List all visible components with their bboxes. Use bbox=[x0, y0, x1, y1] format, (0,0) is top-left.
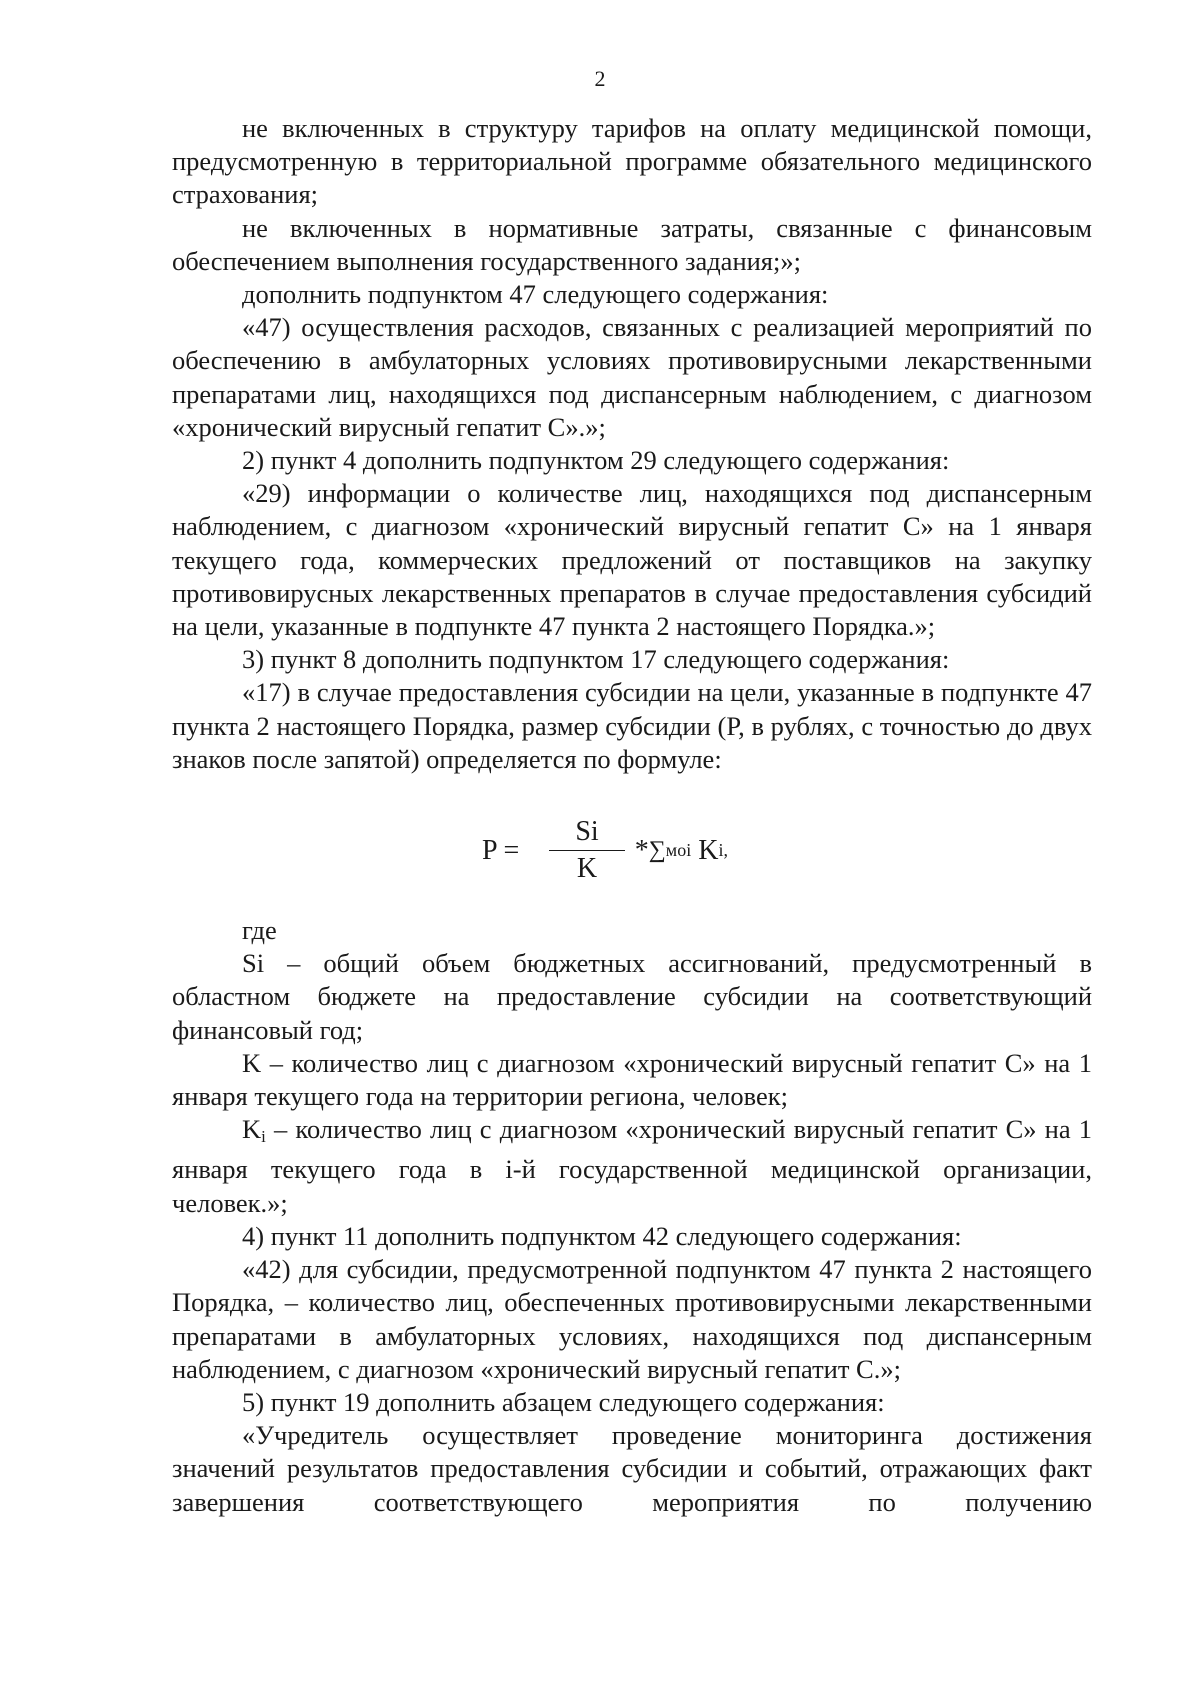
sum-subscript: мoi bbox=[665, 839, 692, 860]
definition-k: K – количество лиц с диагнозом «хронический вирусный гепатит С» на 1 января текущего года на территории региона, человек; bbox=[172, 1047, 1092, 1112]
sum-symbol: ∑ bbox=[648, 836, 666, 863]
subsidy-formula bbox=[172, 776, 1092, 914]
paragraph: 3) пункт 8 дополнить подпунктом 17 следующего содержания: bbox=[242, 644, 950, 675]
formula-term: K bbox=[698, 834, 719, 866]
paragraph: «Учредитель осуществляет проведение мониторинга достижения значений результатов предоставления субсидии и событий, отражающих факт завершения соответствующего мероприятия по получению bbox=[172, 1420, 1092, 1517]
document-body bbox=[172, 112, 1092, 1519]
paragraph: «47) осуществления расходов, связанных с реализацией мероприятий по обеспечению в амбулаторных условиях противовирусными лекарственными препаратами лиц, находящихся под диспансерным наблюдением, с диагнозом «хронический вирусный гепатит С».»; bbox=[172, 312, 1092, 442]
formula-denominator: K bbox=[576, 853, 598, 885]
page-number: 2 bbox=[594, 66, 606, 91]
paragraph: дополнить подпунктом 47 следующего содержания: bbox=[242, 279, 829, 310]
paragraph: «42) для субсидии, предусмотренной подпунктом 47 пункта 2 настоящего Порядка, – количество лиц, обеспеченных противовирусными лекарственными препаратами в амбулаторных условиях, находящихся под диспансерным наблюдением, с диагнозом «хронический вирусный гепатит С.»; bbox=[172, 1254, 1092, 1384]
formula-expression bbox=[482, 816, 728, 885]
where-label: где bbox=[242, 915, 277, 946]
term-subscript: i, bbox=[718, 839, 728, 860]
ki-letter: K bbox=[242, 1114, 262, 1145]
paragraph: не включенных в нормативные затраты, связанные с финансовым обеспечением выполнения государственного задания;»; bbox=[172, 212, 1092, 276]
ki-subscript: i bbox=[261, 1127, 266, 1147]
paragraph: 2) пункт 4 дополнить подпунктом 29 следующего содержания: bbox=[242, 445, 950, 476]
definition-si: Si – общий объем бюджетных ассигнований, предусмотренный в областном бюджете на предоставление субсидии на соответствующий финансовый год; bbox=[172, 948, 1092, 1045]
paragraph: «29) информации о количестве лиц, находящихся под диспансерным наблюдением, с диагнозом «хронический вирусный гепатит С» на 1 января текущего года, коммерческих предложений от поставщиков на закупку противовирусных лекарственных препаратов в случае предоставления субсидий на цели, указанные в подпункте 47 пункта 2 настоящего Порядка.»; bbox=[172, 478, 1092, 642]
formula-lhs: P = bbox=[482, 834, 520, 866]
formula-multiply: * bbox=[634, 834, 649, 866]
formula-fraction bbox=[549, 816, 624, 885]
formula-numerator: Si bbox=[549, 816, 624, 851]
paragraph: 5) пункт 19 дополнить абзацем следующего содержания: bbox=[242, 1386, 885, 1417]
definition-ki bbox=[172, 1113, 1092, 1220]
paragraph: 4) пункт 11 дополнить подпунктом 42 следующего содержания: bbox=[242, 1220, 962, 1251]
ki-text: – количество лиц с диагнозом «хронический вирусный гепатит С» на 1 января текущего года в i-й государственной медицинской организации, человек.»; bbox=[172, 1114, 1092, 1218]
paragraph: «17) в случае предоставления субсидии на цели, указанные в подпункте 47 пункта 2 настоящего Порядка, размер субсидии (P, в рублях, с точностью до двух знаков после запятой) определяется по формуле: bbox=[172, 677, 1092, 774]
paragraph: не включенных в структуру тарифов на оплату медицинской помощи, предусмотренную в территориальной программе обязательного медицинского страхования; bbox=[172, 113, 1092, 210]
